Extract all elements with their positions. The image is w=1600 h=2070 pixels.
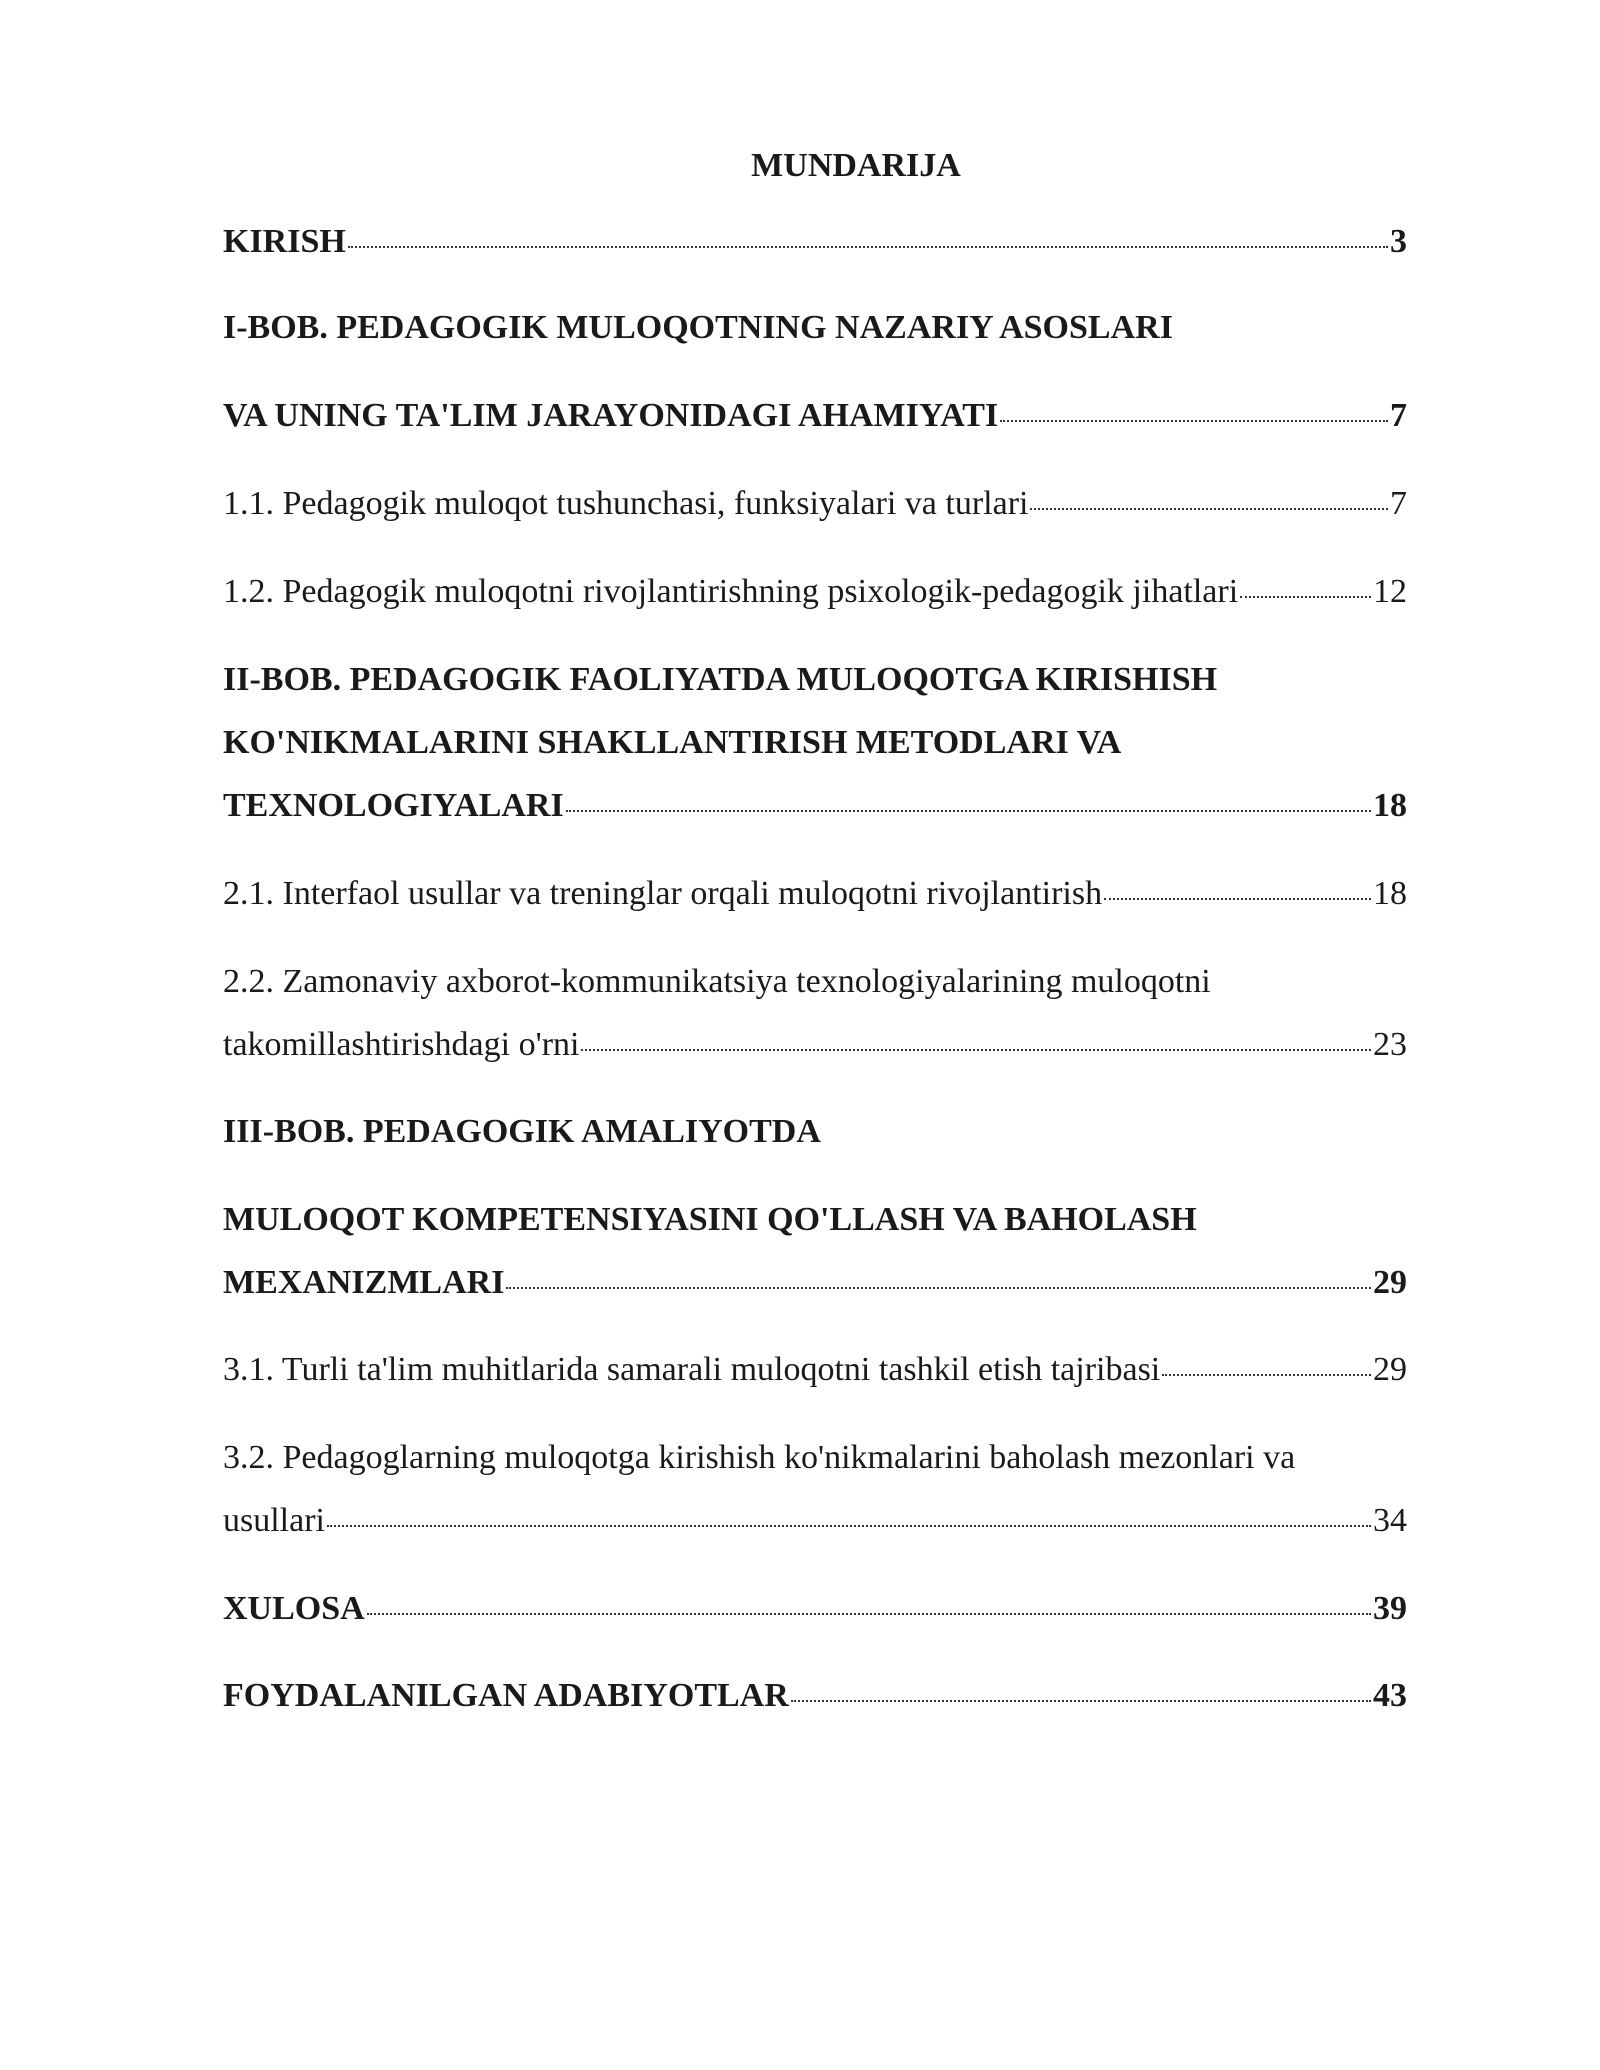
dot-leader	[327, 1525, 1371, 1527]
toc-entry-text: 1.1. Pedagogik muloqot tushunchasi, funksiyalari va turlari	[223, 485, 1029, 522]
toc-entry-text-line-2: usullari	[223, 1502, 325, 1539]
toc-entry-text: KIRISH	[223, 223, 346, 260]
dot-leader	[1104, 898, 1371, 900]
toc-page-number: 29	[1373, 1351, 1407, 1388]
toc-entry-introduction	[223, 222, 1407, 262]
toc-page-number: 7	[1390, 397, 1407, 434]
toc-title: MUNDARIJA	[751, 147, 961, 184]
toc-entry-text: FOYDALANILGAN ADABIYOTLAR	[223, 1677, 789, 1714]
dot-leader	[791, 1700, 1371, 1702]
toc-entry-text: 2.1. Interfaol usullar va treninglar orqali muloqotni rivojlantirish	[223, 875, 1103, 912]
toc-entry-text-line-1: MULOQOT KOMPETENSIYASINI QO'LLASH VA BAHOLASH	[223, 1201, 1197, 1238]
dot-leader	[1000, 420, 1388, 422]
toc-page-number: 12	[1373, 573, 1407, 610]
toc-entry-text-line-3: TEXNOLOGIYALARI	[223, 787, 564, 824]
dot-leader	[1030, 508, 1388, 510]
dot-leader	[348, 246, 1388, 248]
dot-leader	[566, 810, 1371, 812]
toc-page-number: 29	[1373, 1264, 1407, 1301]
dot-leader	[581, 1049, 1371, 1051]
toc-entry-chapter-3	[223, 1200, 1407, 1303]
toc-entry-section-2-1	[223, 874, 1407, 914]
toc-page-number: 7	[1390, 485, 1407, 522]
toc-entry-text: VA UNING TA'LIM JARAYONIDAGI AHAMIYATI	[223, 397, 999, 434]
toc-page-number: 23	[1373, 1026, 1407, 1063]
toc-page-number: 39	[1373, 1590, 1407, 1627]
toc-entry-text-line-2: MEXANIZMLARI	[223, 1264, 505, 1301]
toc-entry-text-line-2: KO'NIKMALARINI SHAKLLANTIRISH METODLARI VA	[223, 724, 1122, 761]
toc-entry-text-line-1: II-BOB. PEDAGOGIK FAOLIYATDA MULOQOTGA KIRISHISH	[223, 661, 1218, 698]
dot-leader	[1240, 596, 1371, 598]
toc-entry-chapter-3-heading	[223, 1112, 1407, 1152]
toc-entry-chapter-2	[223, 660, 1407, 826]
toc-entry-text-line-1: 3.2. Pedagoglarning muloqotga kirishish ko'nikmalarini baholash mezonlari va	[223, 1439, 1296, 1476]
toc-page-number: 18	[1373, 787, 1407, 824]
toc-entry-text: I-BOB. PEDAGOGIK MULOQOTNING NAZARIY ASOSLARI	[223, 309, 1173, 346]
toc-entry-conclusion	[223, 1589, 1407, 1629]
toc-page-number: 3	[1390, 223, 1407, 260]
toc-entry-section-2-2	[223, 962, 1407, 1065]
toc-entry-section-3-2	[223, 1438, 1407, 1541]
toc-entry-chapter-1	[223, 396, 1407, 436]
toc-entry-section-1-1	[223, 484, 1407, 524]
toc-entry-text: 3.1. Turli ta'lim muhitlarida samarali muloqotni tashkil etish tajribasi	[223, 1351, 1161, 1388]
toc-entry-section-1-2	[223, 572, 1407, 612]
dot-leader	[506, 1287, 1371, 1289]
toc-page-number: 18	[1373, 875, 1407, 912]
toc-entry-chapter-1-heading	[223, 308, 1407, 348]
dot-leader	[367, 1613, 1371, 1615]
toc-page-number: 34	[1373, 1502, 1407, 1539]
dot-leader	[1162, 1374, 1371, 1376]
toc-page-number: 43	[1373, 1677, 1407, 1714]
toc-entry-references	[223, 1676, 1407, 1716]
toc-entry-text-line-2: takomillashtirishdagi o'rni	[223, 1026, 580, 1063]
toc-entry-text: III-BOB. PEDAGOGIK AMALIYOTDA	[223, 1113, 821, 1150]
toc-entry-text: XULOSA	[223, 1590, 365, 1627]
toc-entry-text-line-1: 2.2. Zamonaviy axborot-kommunikatsiya texnologiyalarining muloqotni	[223, 963, 1211, 1000]
toc-entry-text: 1.2. Pedagogik muloqotni rivojlantirishning psixologik-pedagogik jihatlari	[223, 573, 1239, 610]
toc-entry-section-3-1	[223, 1350, 1407, 1390]
